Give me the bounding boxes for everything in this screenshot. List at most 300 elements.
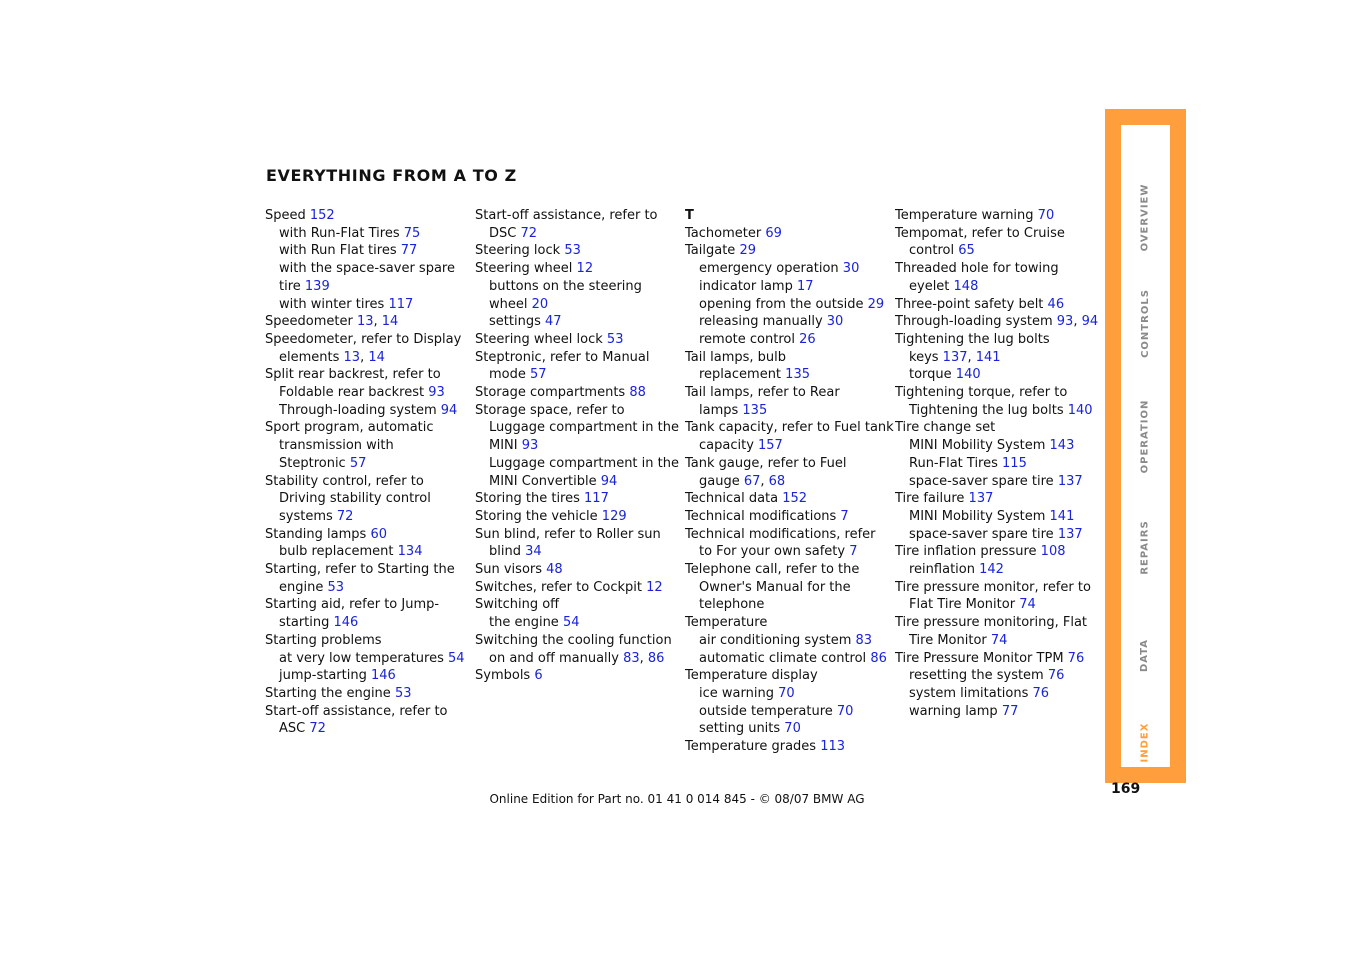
page-link[interactable]: 46: [1047, 296, 1065, 312]
index-subentry: [685, 703, 885, 721]
index-subentry: [475, 296, 675, 314]
index-subentry: [265, 543, 465, 561]
index-entry: [475, 349, 675, 367]
index-subentry: [475, 225, 675, 243]
page-title: EVERYTHING FROM A TO Z: [266, 166, 517, 185]
page-link[interactable]: 53: [606, 331, 624, 347]
page-link[interactable]: 148: [953, 278, 979, 294]
index-entry-text: reinflation: [909, 562, 980, 578]
index-entry: [685, 508, 885, 526]
index-entry: [475, 384, 675, 402]
page-link[interactable]: 30: [826, 314, 844, 330]
page-link[interactable]: 74: [990, 632, 1008, 648]
page-link[interactable]: 14: [381, 314, 399, 330]
index-entry-text: Symbols: [475, 668, 535, 684]
page-link[interactable]: 53: [394, 685, 412, 701]
page-link[interactable]: 12: [576, 261, 594, 277]
index-entry-text: Start-off assistance, refer to: [475, 208, 658, 223]
index-subentry: [265, 278, 465, 296]
tab-index-label: INDEX: [1139, 722, 1151, 762]
page-ref-separator: ,: [967, 349, 976, 365]
page-link[interactable]: 117: [388, 296, 414, 312]
index-subentry: [895, 703, 1095, 721]
index-entry-text: DSC: [489, 225, 521, 241]
page-link[interactable]: 34: [525, 544, 542, 560]
page-link[interactable]: 152: [309, 208, 335, 223]
page-link[interactable]: 72: [309, 721, 326, 737]
index-entry: [895, 296, 1095, 314]
index-entry-text: space-saver spare tire: [909, 526, 1058, 542]
page-link[interactable]: 86: [647, 650, 665, 666]
index-entry-text: engine: [279, 579, 328, 595]
page-link[interactable]: 135: [785, 367, 810, 383]
index-entry-text: emergency operation: [699, 261, 843, 277]
index-subentry: [895, 667, 1095, 685]
index-entry: [475, 490, 675, 508]
page-link[interactable]: 77: [400, 243, 418, 259]
page-link[interactable]: 54: [562, 615, 580, 631]
index-entry-text: MINI: [489, 438, 522, 454]
index-subentry: [475, 419, 679, 437]
page-link[interactable]: 93: [521, 438, 539, 454]
page-link[interactable]: 29: [867, 296, 885, 312]
page-link[interactable]: 86: [870, 650, 887, 666]
index-entry-text: Steering lock: [475, 243, 565, 259]
index-entry-text: Run-Flat Tires: [909, 455, 1003, 471]
page-link[interactable]: 74: [1019, 597, 1036, 613]
page-link[interactable]: 67: [743, 473, 761, 489]
index-entry-text: Starting the engine: [265, 685, 395, 701]
page-number: 169: [1111, 781, 1141, 797]
page-link[interactable]: 75: [403, 225, 421, 241]
index-entry-text: MINI Mobility System: [909, 438, 1050, 454]
index-entry: [895, 579, 1095, 597]
page-link[interactable]: 137: [1057, 526, 1083, 542]
index-subentry: [895, 366, 1095, 384]
page-link[interactable]: 7: [849, 544, 858, 560]
index-subentry: [895, 526, 1095, 544]
index-subentry: [265, 650, 465, 668]
index-entry: [685, 384, 885, 402]
page-link[interactable]: 137: [968, 491, 994, 507]
tab-overview-label: OVERVIEW: [1139, 183, 1151, 251]
page-link[interactable]: 12: [646, 579, 663, 595]
index-entry-text: outside temperature: [699, 703, 837, 719]
index-entry-text: remote control: [699, 331, 800, 347]
index-entry: [475, 402, 675, 420]
index-subentry: [895, 632, 1095, 650]
page-link[interactable]: 13: [356, 314, 374, 330]
index-entry-text: Temperature display: [685, 668, 818, 684]
tab-repairs-label: REPAIRS: [1139, 519, 1151, 575]
index-entry: [895, 207, 1095, 225]
page-link[interactable]: 26: [799, 331, 816, 347]
index-entry-text: buttons on the steering: [489, 278, 642, 294]
page-link[interactable]: 70: [784, 721, 801, 737]
index-subentry: [685, 720, 885, 738]
page-link[interactable]: 93: [1056, 314, 1074, 330]
index-entry: [895, 543, 1095, 561]
index-subentry: [265, 349, 465, 367]
page-link[interactable]: 157: [758, 438, 783, 454]
index-entry-text: Storing the tires: [475, 491, 585, 507]
index-entry-text: Tempomat, refer to Cruise: [895, 225, 1065, 241]
index-entry-text: MINI Convertible: [489, 473, 601, 489]
index-entry: [475, 579, 675, 597]
index-subentry: [475, 473, 675, 491]
index-entry-text: control: [909, 243, 959, 259]
index-entry-text: Temperature warning: [895, 208, 1038, 223]
index-entry-text: Speedometer: [265, 314, 357, 330]
page-link[interactable]: 134: [397, 544, 423, 560]
page-link[interactable]: 137: [942, 349, 968, 365]
index-entry-text: warning lamp: [909, 703, 1002, 719]
page-link[interactable]: 69: [765, 225, 782, 241]
index-entry-text: indicator lamp: [699, 278, 797, 294]
index-entry-text: torque: [909, 367, 956, 383]
index-entry-text: Switches, refer to Cockpit: [475, 579, 647, 595]
index-entry-text: Tail lamps, bulb: [685, 349, 786, 365]
index-subentry: [265, 508, 465, 526]
index-entry-text: Storage compartments: [475, 385, 630, 401]
index-subentry: [265, 455, 465, 473]
page-link[interactable]: 94: [600, 473, 618, 489]
index-entry: [265, 419, 465, 437]
page-link[interactable]: 143: [1049, 438, 1075, 454]
index-subentry: [895, 596, 1095, 614]
index-entry-text: Technical data: [685, 491, 783, 507]
index-subentry: [685, 685, 885, 703]
page-link[interactable]: 54: [448, 650, 465, 666]
index-entry-text: Telephone call, refer to the: [685, 562, 860, 578]
index-subentry: [685, 366, 885, 384]
page-link[interactable]: 76: [1047, 668, 1065, 684]
page-link[interactable]: 141: [1049, 508, 1075, 524]
index-subentry: [475, 313, 675, 331]
index-entry-text: Tire pressure monitor, refer to: [895, 579, 1091, 595]
index-entry-text: capacity: [699, 438, 759, 454]
tab-controls-label: CONTROLS: [1139, 288, 1151, 358]
index-column-1: [265, 207, 465, 738]
index-entry: [475, 526, 675, 544]
index-entry-text: Luggage compartment in the: [489, 455, 679, 471]
index-entry-text: Tire failure: [895, 491, 969, 507]
index-subentry: [475, 543, 675, 561]
index-entry-text: Driving stability control: [279, 491, 431, 507]
index-entry-text: Flat Tire Monitor: [909, 597, 1020, 613]
index-entry-text: Starting problems: [265, 632, 382, 648]
page-link[interactable]: 68: [768, 473, 786, 489]
page-link[interactable]: 88: [629, 385, 646, 401]
index-entry-text: telephone: [699, 597, 765, 613]
index-entry-text: Through-loading system: [895, 314, 1057, 330]
page-link[interactable]: 53: [564, 243, 581, 259]
index-entry-text: Start-off assistance, refer to: [265, 703, 448, 719]
index-entry-text: blind: [489, 544, 526, 560]
index-entry-text: Temperature: [685, 615, 768, 631]
index-subentry: [475, 366, 675, 384]
index-subentry: [895, 455, 1095, 473]
index-entry-text: Storing the vehicle: [475, 508, 602, 524]
page-link[interactable]: 70: [1037, 208, 1055, 223]
index-entry-text: lamps: [699, 402, 743, 418]
index-entry: [475, 331, 675, 349]
index-entry-text: Three-point safety belt: [895, 296, 1048, 312]
index-subentry: [685, 473, 885, 491]
index-entry-text: automatic climate control: [699, 650, 871, 666]
index-entry-text: Tightening the lug bolts: [895, 331, 1050, 347]
page-link[interactable]: 20: [531, 296, 549, 312]
page-link[interactable]: 108: [1040, 544, 1066, 560]
page-link[interactable]: 117: [584, 491, 609, 507]
index-subentry: [895, 402, 1095, 420]
index-entry: [475, 561, 675, 579]
index-subentry: [685, 402, 885, 420]
index-subentry: [265, 667, 465, 685]
index-column-2: [475, 207, 679, 685]
index-subentry: [685, 296, 885, 314]
index-entry: [475, 632, 675, 650]
index-subentry: [265, 490, 465, 508]
page-link[interactable]: 7: [840, 508, 849, 524]
index-subentry: [895, 242, 1095, 260]
index-entry-text: to For your own safety: [699, 544, 850, 560]
index-subentry: [265, 242, 465, 260]
index-entry: [685, 526, 885, 544]
index-entry-text: Steering wheel: [475, 261, 577, 277]
index-entry-text: mode: [489, 367, 530, 383]
page-link[interactable]: 140: [1067, 402, 1093, 418]
tab-data-label: DATA: [1139, 638, 1151, 672]
index-subentry: [475, 455, 679, 473]
page-link[interactable]: 113: [820, 739, 846, 755]
index-entry-text: wheel: [489, 296, 532, 312]
page-link[interactable]: 29: [739, 243, 756, 259]
index-subentry: [685, 650, 885, 668]
index-entry-text: Storage space, refer to: [475, 402, 625, 418]
page-link[interactable]: 60: [370, 526, 387, 542]
index-entry-text: transmission with: [279, 438, 394, 454]
index-subentry: [685, 278, 885, 296]
index-entry-text: Threaded hole for towing: [895, 261, 1059, 277]
index-entry-text: replacement: [699, 367, 786, 383]
page-link[interactable]: 115: [1002, 455, 1027, 471]
page-link[interactable]: 152: [782, 491, 808, 507]
index-entry-text: T: [685, 208, 694, 223]
page-link[interactable]: 77: [1001, 703, 1019, 719]
index-subentry: [265, 402, 465, 420]
tab-controls[interactable]: [1125, 263, 1165, 383]
page-link[interactable]: 83: [855, 632, 873, 648]
page-link[interactable]: 146: [333, 615, 359, 631]
page-link[interactable]: 13: [343, 349, 361, 365]
tab-repairs[interactable]: [1125, 487, 1165, 607]
index-entry: [685, 738, 885, 756]
page-ref-separator: ,: [760, 473, 769, 489]
page-link[interactable]: 48: [546, 562, 563, 578]
index-entry-text: starting: [279, 615, 334, 631]
index-subentry: [685, 632, 885, 650]
page-link[interactable]: 139: [304, 278, 330, 294]
index-entry-text: air conditioning system: [699, 632, 856, 648]
index-entry-text: Steptronic: [279, 455, 350, 471]
index-subentry: [475, 437, 675, 455]
index-entry: [685, 349, 885, 367]
index-subentry: [685, 331, 885, 349]
page-link[interactable]: 76: [1032, 685, 1050, 701]
index-entry-text: systems: [279, 508, 337, 524]
index-subentry: [685, 437, 885, 455]
index-subentry: [895, 561, 1095, 579]
index-entry-text: Switching off: [475, 597, 560, 613]
tab-overview[interactable]: [1125, 157, 1165, 277]
index-entry-text: Technical modifications: [685, 508, 841, 524]
page-link[interactable]: 70: [778, 685, 795, 701]
index-entry-text: resetting the system: [909, 668, 1048, 684]
index-entry-text: at very low temperatures: [279, 650, 449, 666]
page-link[interactable]: 135: [742, 402, 768, 418]
index-entry: [475, 260, 675, 278]
index-entry: [265, 703, 465, 721]
index-entry: [685, 490, 885, 508]
index-entry-text: with winter tires: [279, 296, 389, 312]
page-link[interactable]: 17: [796, 278, 814, 294]
index-entry-text: opening from the outside: [699, 296, 868, 312]
page-link[interactable]: 57: [530, 367, 547, 383]
index-entry: [265, 526, 465, 544]
page-link[interactable]: 93: [428, 385, 445, 401]
index-subentry: [895, 473, 1095, 491]
index-entry: [895, 331, 1095, 349]
index-entry: [265, 473, 465, 491]
index-entry-text: system limitations: [909, 685, 1033, 701]
page-link[interactable]: 94: [1081, 314, 1099, 330]
index-entry: [895, 650, 1095, 668]
index-entry-text: Stability control, refer to: [265, 473, 424, 489]
page-link[interactable]: 72: [336, 508, 354, 524]
index-subentry: [265, 437, 465, 455]
index-subentry: [685, 543, 885, 561]
page-link[interactable]: 65: [958, 243, 975, 259]
index-entry-text: with the space-saver spare: [279, 261, 455, 277]
page-link[interactable]: 57: [349, 455, 367, 471]
index-entry-text: with Run-Flat Tires: [279, 225, 404, 241]
page-link[interactable]: 137: [1057, 473, 1083, 489]
tab-operation[interactable]: [1125, 376, 1165, 496]
index-column-4: [895, 207, 1099, 720]
page-link[interactable]: 72: [520, 225, 538, 241]
page-link[interactable]: 141: [975, 349, 1001, 365]
page-link[interactable]: 142: [979, 562, 1004, 578]
index-entry: [265, 596, 465, 614]
index-entry-text: Tire Monitor: [909, 632, 991, 648]
page-ref-separator: ,: [360, 349, 369, 365]
index-entry: [265, 331, 465, 349]
index-entry-text: space-saver spare tire: [909, 473, 1058, 489]
index-entry-text: eyelet: [909, 278, 954, 294]
index-entry-text: Speed: [265, 208, 310, 223]
index-entry: [685, 242, 885, 260]
index-entry-text: setting units: [699, 721, 785, 737]
index-entry: [265, 207, 465, 225]
index-entry: [265, 561, 465, 579]
index-entry-text: Temperature grades: [685, 739, 821, 755]
index-entry: [265, 313, 465, 331]
index-subentry: [685, 579, 885, 597]
page-link[interactable]: 140: [955, 367, 981, 383]
footer-text: Online Edition for Part no. 01 41 0 014 845 - © 08/07 BMW AG: [489, 792, 865, 806]
index-entry: [265, 632, 465, 650]
index-subentry: [265, 579, 465, 597]
index-entry-text: on and off manually: [489, 650, 624, 666]
index-entry-text: jump-starting: [279, 668, 371, 684]
index-entry-text: Starting, refer to Starting the: [265, 562, 455, 578]
index-entry-text: Through-loading system: [279, 402, 441, 418]
index-entry-text: Tank gauge, refer to Fuel: [685, 455, 847, 471]
index-entry: [895, 260, 1095, 278]
index-entry-text: Tail lamps, refer to Rear: [685, 385, 840, 401]
index-entry-text: Luggage compartment in the: [489, 420, 679, 436]
index-entry-text: MINI Mobility System: [909, 508, 1050, 524]
index-entry-text: Technical modifications, refer: [685, 526, 876, 542]
index-subentry: [895, 437, 1095, 455]
section-tab-panel: [1121, 125, 1170, 767]
page-link[interactable]: 76: [1067, 650, 1085, 666]
page-link[interactable]: 6: [534, 668, 543, 684]
index-entry: [685, 419, 894, 437]
section-tab-sidebar: [1105, 109, 1186, 783]
index-column-3: [685, 207, 894, 756]
index-entry-text: the engine: [489, 615, 563, 631]
index-subentry: [685, 260, 885, 278]
page-link[interactable]: 94: [440, 402, 458, 418]
index-subentry: [895, 508, 1095, 526]
page-link[interactable]: 47: [544, 314, 562, 330]
page-link[interactable]: 146: [370, 668, 396, 684]
index-entry-text: tire: [279, 278, 305, 294]
page-link[interactable]: 129: [601, 508, 627, 524]
index-entry-text: Sun blind, refer to Roller sun: [475, 526, 661, 542]
page-link[interactable]: 53: [327, 579, 345, 595]
index-entry-text: settings: [489, 314, 545, 330]
index-subentry: [265, 225, 465, 243]
page-link[interactable]: 14: [368, 349, 385, 365]
index-entry: [895, 384, 1095, 402]
index-entry-text: Steptronic, refer to Manual: [475, 349, 650, 365]
index-entry-text: Foldable rear backrest: [279, 385, 429, 401]
index-entry: [685, 614, 885, 632]
page-link[interactable]: 30: [842, 261, 860, 277]
page-link[interactable]: 83: [623, 650, 640, 666]
index-entry-text: Tightening the lug bolts: [909, 402, 1068, 418]
index-subentry: [265, 260, 465, 278]
page-ref-separator: ,: [373, 314, 382, 330]
index-entry: [685, 455, 885, 473]
index-entry-text: with Run Flat tires: [279, 243, 401, 259]
page-ref-separator: ,: [639, 650, 648, 666]
page-ref-separator: ,: [1073, 314, 1082, 330]
index-entry-text: Sun visors: [475, 562, 547, 578]
index-letter-heading: [685, 207, 885, 225]
index-entry: [265, 685, 465, 703]
index-entry-text: keys: [909, 349, 943, 365]
page-link[interactable]: 70: [836, 703, 854, 719]
index-entry-text: Split rear backrest, refer to: [265, 367, 441, 383]
index-entry-text: Tire Pressure Monitor TPM: [895, 650, 1068, 666]
index-entry: [895, 614, 1095, 632]
index-entry-text: Tire pressure monitoring, Flat: [895, 615, 1088, 631]
index-subentry: [265, 720, 465, 738]
